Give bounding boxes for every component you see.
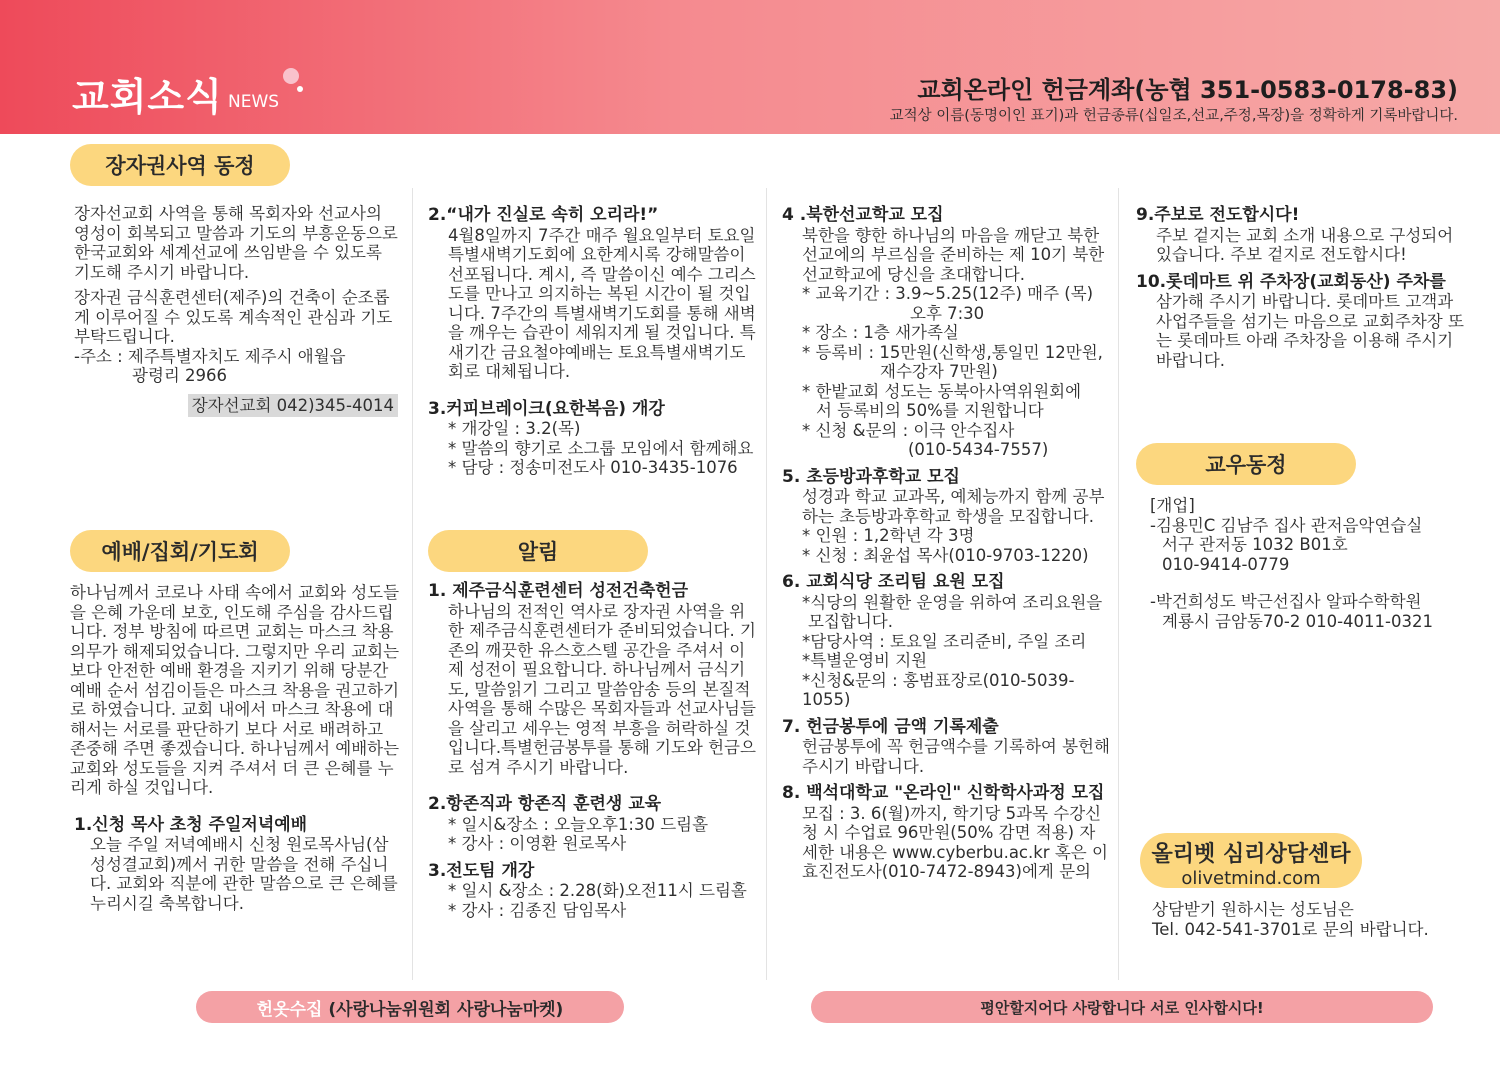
ministry-address: -주소 : 제주특별자치도 제주시 애월읍 (74, 346, 346, 366)
notice-item-title: 6. 교회식당 조리팀 요원 모집 (782, 572, 1005, 592)
notice-item-line: * 일시 &장소 : 2.28(화)오전11시 드림홀 (448, 881, 747, 900)
notice-item-title: 2.항존직과 항존직 훈련생 교육 (428, 794, 662, 814)
notice-item-body: 하나님의 전적인 역사로 장자권 사역을 위한 제주금식훈련센터가 준비되었습니다. 기존의 깨끗한 유스호스텔 공간을 주셔서 이제 성전이 필요합니다. 하나님께서 금식기도, 말씀읽기 그리고 말씀암송 등의 본질적 사역을 통해 수많은 목회자들과 선교사님들을 살리고 세우는 영적 부흥을 허락하실 것입니다.특별헌금봉투를 통해 기도와 헌금으로 섬겨 주시기 바랍니다. (448, 601, 756, 777)
alumni-section (1150, 496, 1470, 631)
notice-item-line: *담당사역 : 토요일 조리준비, 주일 조리 (802, 631, 1087, 651)
alumni-line: -김용민C 김남주 집사 관저음악연습실 (1150, 515, 1423, 535)
olivet-note-line: 상담받기 원하시는 성도님은 (1152, 900, 1354, 919)
notice-item-line: (010-5434-7557) (908, 440, 1049, 459)
notice-item-body: 성경과 학교 교과목, 예체능까지 함께 공부하는 초등방과후학교 학생을 모집합니다. (802, 487, 1105, 526)
alumni-line: 010-9414-0779 (1162, 554, 1290, 574)
account-note: 교적상 이름(동명이인 표기)과 헌금종류(십일조,선교,주정,목장)을 정확하게 기록바랍니다. (889, 108, 1458, 124)
notice-item-line: *특별운영비 지원 (802, 651, 928, 670)
ministry-section (74, 204, 398, 417)
ministry-address-line: 광령리 2966 (132, 366, 228, 385)
col4-section (1136, 206, 1464, 370)
column-divider (766, 188, 767, 980)
notice-item-title: 2.“내가 진실로 속히 오리라!” (428, 205, 659, 225)
notice-item-line: * 말씀의 향기로 소그룹 모임에서 함께해요 (448, 438, 754, 458)
olivet-badge (1140, 833, 1362, 888)
notice-heading: 알림 (428, 530, 648, 572)
decor-dot-small (297, 86, 303, 92)
notice-item-line: *신청&문의 : 홍범표장로(010-5039-1055) (802, 670, 1075, 709)
notice-item-body: 4월8일까지 7주간 매주 월요일부터 토요일 특별새벽기도회에 요한계시록 강해말씀이 선포됩니다. 계시, 즉 말씀이신 예수 그리스도를 만나고 의지하는 복된 시간이 될 것입니다. 7주간의 특별새벽기도회를 통해 새벽을 깨우는 습관이 세워지게 될 것입니다. 특새기간 금요철야예배는 토요특별새벽기도회로 대체됩니다. (448, 225, 756, 381)
ministry-contact: 장자선교회 042)345-4014 (188, 394, 398, 418)
alumni-line: 계룡시 금암동70-2 010-4011-0321 (1162, 611, 1433, 631)
notice-item-title: 1. 제주금식훈련센터 성전건축헌금 (428, 581, 689, 601)
footer-highlight: 헌옷수집 (256, 999, 323, 1020)
header-banner (0, 0, 1500, 134)
notice-item-title: 4 .북한선교학교 모집 (782, 205, 944, 225)
page-title: 교회소식 (72, 75, 223, 119)
worship-item-title: 1.신청 목사 초청 주일저녁예배 (74, 814, 308, 835)
notice-item-body: 헌금봉투에 꼭 헌금액수를 기록하여 봉헌해 주시기 바랍니다. (802, 737, 1110, 776)
notice-item-body: 북한을 향한 하나님의 마음을 깨닫고 북한선교에의 부르심을 준비하는 제 10기 북한선교학교에 당신을 초대합니다. (802, 225, 1105, 284)
notice-item-line: 서 등록비의 50%를 지원합니다 (816, 401, 1044, 420)
worship-paragraph: 하나님께서 코로나 사태 속에서 교회와 성도들을 은혜 가운데 보호, 인도해 주심을 감사드립니다. 정부 방침에 따르면 교회는 마스크 착용의무가 해제되었습니다. 그렇지만 우리 교회는 보다 안전한 예배 환경을 지키기 위해 당분간 예배 순서 섬김이들은 마스크 착용을 권고하기로 하였습니다. 교회 내에서 마스크 착용에 대해서는 서로를 판단하기 보다 서로 배려하고 존중해 주면 좋겠습니다. 하나님께서 예배하는 교회와 성도들을 지켜 주셔서 더 큰 은혜를 누리게 하실 것입니다. (70, 583, 400, 797)
olivet-name: 올리벳 심리상담센타 (1151, 842, 1351, 867)
notice-item-title: 3.커피브레이크(요한복음) 개강 (428, 398, 665, 419)
notice-item-line: * 신청 : 최윤섭 목사(010-9703-1220) (802, 545, 1089, 565)
notice-item-title: 10.롯데마트 위 주차장(교회동산) 주차를 (1136, 271, 1446, 292)
ministry-heading: 장자권사역 동정 (70, 144, 290, 186)
decor-dot (283, 68, 299, 84)
news-label: NEWS (228, 92, 280, 112)
worship-heading: 예배/집회/기도회 (70, 530, 290, 572)
alumni-heading: 교우동정 (1136, 443, 1356, 485)
notice-item-body: 삼가해 주시기 바랍니다. 롯데마트 고객과 사업주들을 섬기는 마음으로 교회주차장 또는 롯데마트 아래 주차장을 이용해 주시기 바랍니다. (1156, 292, 1464, 370)
olivet-note-line: Tel. 042-541-3701로 문의 바랍니다. (1152, 919, 1429, 939)
notice-item-line: * 담당 : 정송미전도사 010-3435-1076 (448, 458, 738, 477)
notice-item-line: * 일시&장소 : 오늘오후1:30 드림홀 (448, 814, 709, 834)
worship-section (70, 583, 400, 913)
notice-item-title: 8. 백석대학교 "온라인" 신학학사과정 모집 (782, 783, 1105, 803)
notice-item-line: * 인원 : 1,2학년 각 3명 (802, 526, 975, 545)
footer-left-bar (196, 991, 624, 1023)
account-title: 교회온라인 헌금계좌(농협 351-0583-0178-83) (917, 76, 1458, 104)
column-divider (412, 188, 413, 980)
footer-right-bar (811, 991, 1433, 1023)
notice-section (428, 582, 756, 920)
alumni-line: -박건희성도 박근선집사 알파수학학원 (1150, 592, 1422, 611)
notice-item-line: * 신청 &문의 : 이극 안수집사 (802, 420, 1015, 440)
olivet-url: olivetmind.com (1181, 868, 1321, 889)
notice-item-line: *식당의 원활한 운영을 위하여 조리요원을 (802, 592, 1103, 612)
notice-item-line: * 교육기간 : 3.9~5.25(12주) 매주 (목) (802, 284, 1094, 303)
ministry-paragraph: 장자권 금식훈련센터(제주)의 건축이 순조롭게 이루어질 수 있도록 계속적인 관심과 기도 부탁드립니다. (74, 288, 393, 346)
notice-item-line: 오후 7:30 (910, 303, 985, 323)
notice-item-title: 9.주보로 전도합시다! (1136, 205, 1300, 225)
notice-item-title: 5. 초등방과후학교 모집 (782, 466, 960, 487)
footer-left-text: (사랑나눔위원회 사랑나눔마켓) (328, 999, 564, 1020)
footer-right-text: 평안할지어다 사랑합니다 서로 인사합시다! (980, 998, 1264, 1017)
worship-item-body: 오늘 주일 저녁예배시 신청 원로목사님(삼성성결교회)께서 귀한 말씀을 전해 주십니다. 교회와 직분에 관한 말씀으로 큰 은혜를 누리시길 축복합니다. (90, 835, 398, 913)
notice-item-title: 7. 헌금봉투에 금액 기록제출 (782, 716, 999, 737)
column-divider (1118, 188, 1119, 980)
col2-section (428, 206, 756, 478)
notice-item-line: * 강사 : 이영환 원로목사 (448, 834, 627, 853)
notice-item-line: * 개강일 : 3.2(목) (448, 419, 581, 438)
notice-item-line: 재수강자 7만원) (880, 362, 998, 381)
notice-item-line: * 장소 : 1층 새가족실 (802, 323, 959, 342)
alumni-line: 서구 관저동 1032 B01호 (1162, 535, 1348, 554)
notice-item-title: 3.전도팀 개강 (428, 860, 535, 881)
notice-item-body: 주보 겉지는 교회 소개 내용으로 구성되어 있습니다. 주보 겉지로 전도합시다! (1156, 225, 1454, 264)
col3-section (782, 206, 1110, 882)
notice-item-line: * 등록비 : 15만원(신학생,통일민 12만원, (802, 342, 1103, 362)
opening-label: [개업] (1150, 496, 1195, 515)
notice-item-line: 모집합니다. (808, 612, 893, 631)
olivet-note (1152, 900, 1472, 939)
ministry-paragraph: 장자선교회 사역을 통해 목회자와 선교사의 영성이 회복되고 말씀과 기도의 부흥운동으로 한국교회와 세계선교에 쓰임받을 수 있도록 기도해 주시기 바랍니다. (74, 204, 398, 282)
notice-item-line: * 강사 : 김종진 담임목사 (448, 900, 627, 920)
notice-item-body: 모집 : 3. 6(월)까지, 학기당 5과목 수강신청 시 수업료 96만원(50% 감면 적용) 자세한 내용은 www.cyberbu.ac.kr 혹은 이효진전도사(010-7472-8943)에게 문의 (802, 803, 1108, 881)
notice-item-line: * 한밭교회 성도는 동북아사역위원회에 (802, 381, 1082, 401)
